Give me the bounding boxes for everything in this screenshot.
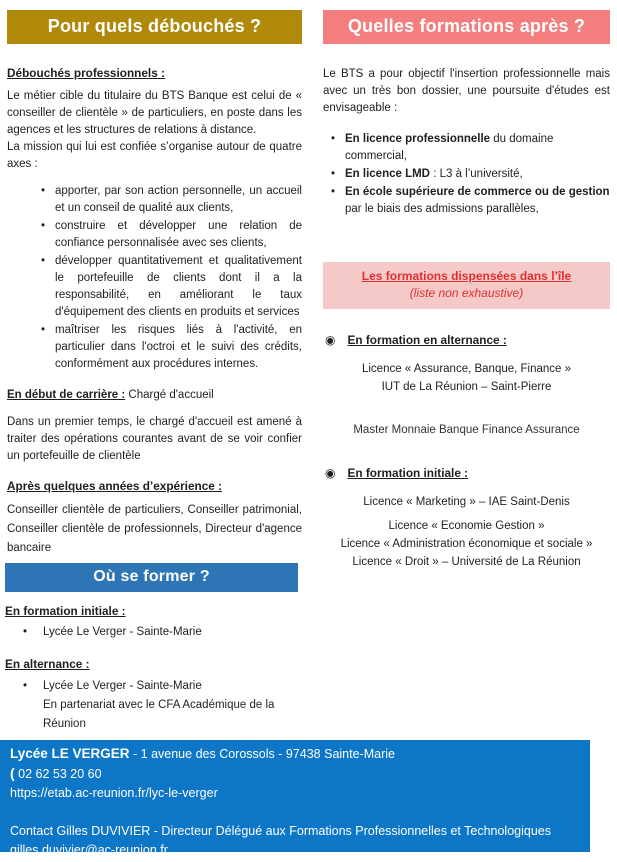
contact-email-line <box>10 841 580 860</box>
formation-rest: par le biais des admissions parallèles, <box>345 203 539 215</box>
initiale-licences <box>323 493 610 571</box>
career-paragraph: Dans un premier temps, le chargé d'accueil est amené à traiter des opérations courantes avant de se voir confier un portefeuille de clientèle <box>7 416 302 462</box>
contact-phone-line <box>10 764 580 784</box>
formation-rest: : L3 à l’université, <box>430 168 523 180</box>
contact-spacer <box>10 803 580 822</box>
phone-number: 02 62 53 20 60 <box>14 767 102 781</box>
where-alternance-line2: En partenariat avec le CFA Académique de la Réunion <box>43 699 275 730</box>
list-item: • apporter, par son action personnelle, un accueil et un conseil de qualité aux clients, <box>37 183 302 217</box>
formations-ile-subtitle: (liste non exhaustive) <box>409 286 524 300</box>
where-alternance-heading: En alternance : <box>5 657 90 671</box>
school-name: Lycée LE VERGER <box>10 746 130 761</box>
licence-line: Licence « Marketing » – IAE Saint-Denis <box>363 496 570 508</box>
experience-heading: Après quelques années d’expérience : <box>7 479 223 493</box>
career-start-line <box>7 387 302 404</box>
list-item <box>19 677 298 734</box>
contact-box <box>0 740 590 857</box>
missions-list <box>7 183 302 373</box>
master-line: Master Monnaie Banque Finance Assurance <box>353 424 580 436</box>
alternance-heading-row <box>323 333 610 348</box>
formations-list <box>323 131 610 218</box>
alternance-heading: En formation en alternance : <box>347 333 507 347</box>
alternance-licences <box>323 360 610 396</box>
initiale-heading: En formation initiale : <box>347 466 469 480</box>
debouches-paragraph-1b: La mission qui lui est confiée s’organise autour de quatre axes : <box>7 141 302 170</box>
formation-bold: En licence LMD <box>345 168 430 180</box>
debouches-header: Pour quels débouchés ? <box>7 10 302 44</box>
where-alternance-list <box>5 677 298 734</box>
where-initiale-list <box>5 624 298 641</box>
career-start-value: Chargé d'accueil <box>125 389 214 401</box>
list-item: • Lycée Le Verger - Sainte-Marie <box>19 624 298 641</box>
email-link[interactable]: gilles.duvivier@ac-reunion.fr <box>10 843 168 857</box>
list-item: • construire et développer une relation de confiance personnalisée avec ses clients, <box>37 218 302 252</box>
list-item <box>327 131 610 165</box>
phone-icon: ( <box>10 765 15 781</box>
debouches-paragraph-1a: Le métier cible du titulaire du BTS Banque est celui de « conseiller de clientèle » de particuliers, en poste dans les agences et les structures de relations à distance. <box>7 90 302 136</box>
formation-bold: En école supérieure de commerce ou de gestion <box>345 186 610 198</box>
formations-ile-title: Les formations dispensées dans l’île <box>361 269 572 283</box>
contact-name-line <box>10 744 580 764</box>
list-item: • développer quantitativement et qualitativement le portefeuille de clients dont il a la responsabilité, en améliorant le taux d'équipement des clients en produits et services <box>37 253 302 321</box>
experience-paragraph: Conseiller clientèle de particuliers, Conseiller patrimonial, Conseiller clientèle de professionnels, Directeur d'agence bancaire <box>7 504 302 554</box>
formations-header: Quelles formations après ? <box>323 10 610 44</box>
debouches-pro-heading: Débouchés professionnels : <box>7 66 165 80</box>
formations-intro: Le BTS a pour objectif l'insertion professionnelle mais avec un très bon dossier, une poursuite d'études est envisageable : <box>323 68 610 114</box>
section-debouches <box>7 10 302 558</box>
licence-line: Licence « Droit » – Université de La Réunion <box>352 556 581 568</box>
formations-ile-box <box>323 262 610 309</box>
licence-line: Licence « Assurance, Banque, Finance » <box>361 363 572 375</box>
career-start-label: En début de carrière : <box>7 389 126 401</box>
debouches-paragraph-1 <box>7 88 302 173</box>
contact-person-line: Contact Gilles DUVIVIER - Directeur Délégué aux Formations Professionnelles et Technologiques <box>10 824 551 838</box>
licence-line: Licence « Administration économique et sociale » <box>340 538 593 550</box>
formation-bold: En licence professionnelle <box>345 133 491 145</box>
licence-line: IUT de La Réunion – Saint-Pierre <box>381 381 552 393</box>
section-ou-se-former <box>5 563 298 744</box>
fisheye-bullet-icon: ◉ <box>325 466 336 480</box>
where-initiale-heading: En formation initiale : <box>5 604 126 618</box>
website-link[interactable]: https://etab.ac-reunion.fr/lyc-le-verger <box>10 786 218 800</box>
ou-se-former-header: Où se former ? <box>5 563 298 592</box>
where-alternance-line1: Lycée Le Verger - Sainte-Marie <box>43 680 202 692</box>
school-address: - 1 avenue des Corossols - 97438 Sainte-Marie <box>129 747 395 761</box>
list-item <box>327 166 610 183</box>
contact-website-line <box>10 784 580 803</box>
section-formations-apres <box>323 10 610 571</box>
list-item <box>327 184 610 218</box>
fisheye-bullet-icon: ◉ <box>325 333 336 347</box>
list-item: • maîtriser les risques liés à l'activité, en particulier dans l'octroi et le suivi des crédits, conformément aux procédures internes. <box>37 322 302 373</box>
initiale-heading-row <box>323 466 610 481</box>
licence-line: Licence « Economie Gestion » <box>388 520 545 532</box>
formation-rest: du domaine commercial, <box>345 133 554 162</box>
